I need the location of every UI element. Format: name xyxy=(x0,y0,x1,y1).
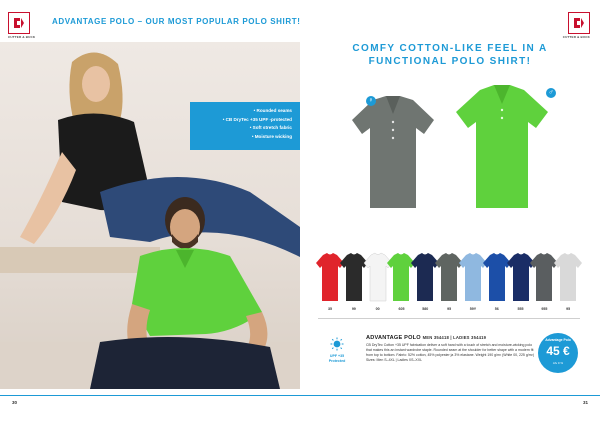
page-title: ADVANTAGE POLO – OUR MOST POPULAR POLO SHIRT! xyxy=(52,17,301,26)
feature-item: • Rounded seams xyxy=(253,108,292,113)
product-title xyxy=(366,335,486,341)
price-value: 45 € xyxy=(546,344,570,358)
color-swatch xyxy=(553,252,583,302)
models-illustration xyxy=(0,42,300,389)
mens-polo-image xyxy=(452,82,552,212)
brand-logo-icon xyxy=(8,12,30,34)
feature-item: • CB DryTec +35 UPF -protected xyxy=(222,116,292,122)
color-code: 35 xyxy=(328,307,332,311)
brand-logo-icon-right xyxy=(568,12,590,34)
ladies-polo-image xyxy=(348,92,438,212)
color-code: 59Y xyxy=(469,307,477,311)
color-code: 95 xyxy=(447,307,452,311)
brand-name-right: CUTTER & BUCK xyxy=(562,35,590,39)
price-note: Alv 0 % xyxy=(552,361,564,365)
brand-name: CUTTER & BUCK xyxy=(8,35,36,39)
color-codes xyxy=(318,307,580,315)
product-codes: MEN 354418 | LADIES 354419 xyxy=(422,335,487,340)
footer-line xyxy=(0,395,600,396)
color-code: 56 xyxy=(494,307,499,311)
color-code: 00 xyxy=(375,307,380,311)
product-description: CB DryTec Cotton +35 UPF fabrication deliver a soft hand with a touch of stretch and moisture-wicking polo that makes this an instant wardrobe staple. Rounded seam at the shoulder for better shape with a modern fit from top to bottom. Fabric: 52% cotton, 45% polyester ja 3% elastane. Weight 190 g/m² (White 00, 225 g/m²) Sizes: Men S–4XL | Ladies XS–XXL xyxy=(366,343,535,362)
product-name: ADVANTAGE POLO xyxy=(366,335,421,341)
color-code: 580 xyxy=(422,307,429,311)
female-icon: ♀ xyxy=(366,96,376,106)
features-box xyxy=(190,102,300,150)
color-swatches xyxy=(318,252,580,302)
price-label: Advantage Polo xyxy=(545,338,571,342)
upf-line-2: Protected xyxy=(328,359,346,363)
sun-icon xyxy=(330,337,344,351)
price-badge xyxy=(538,333,578,373)
divider xyxy=(318,318,580,319)
male-icon: ♂ xyxy=(546,88,556,98)
upf-badge-text xyxy=(322,354,352,364)
feature-item: • Moisture wicking xyxy=(251,133,292,139)
headline xyxy=(330,42,570,68)
color-code: 95 xyxy=(566,307,571,311)
color-code: 99 xyxy=(351,307,356,311)
feature-item: • Soft stretch fabric xyxy=(249,125,292,130)
headline-line-1: COMFY COTTON-LIKE FEEL IN A xyxy=(352,43,548,54)
color-code: 555 xyxy=(517,307,524,311)
color-code: 955 xyxy=(541,307,548,311)
page-number-right: 31 xyxy=(582,400,588,405)
headline-line-2: FUNCTIONAL POLO SHIRT! xyxy=(368,56,532,67)
color-code: 605 xyxy=(398,307,405,311)
upf-line-1: UPF +35 xyxy=(329,354,345,358)
page-number-left: 30 xyxy=(12,400,18,405)
lifestyle-photo xyxy=(0,42,300,389)
